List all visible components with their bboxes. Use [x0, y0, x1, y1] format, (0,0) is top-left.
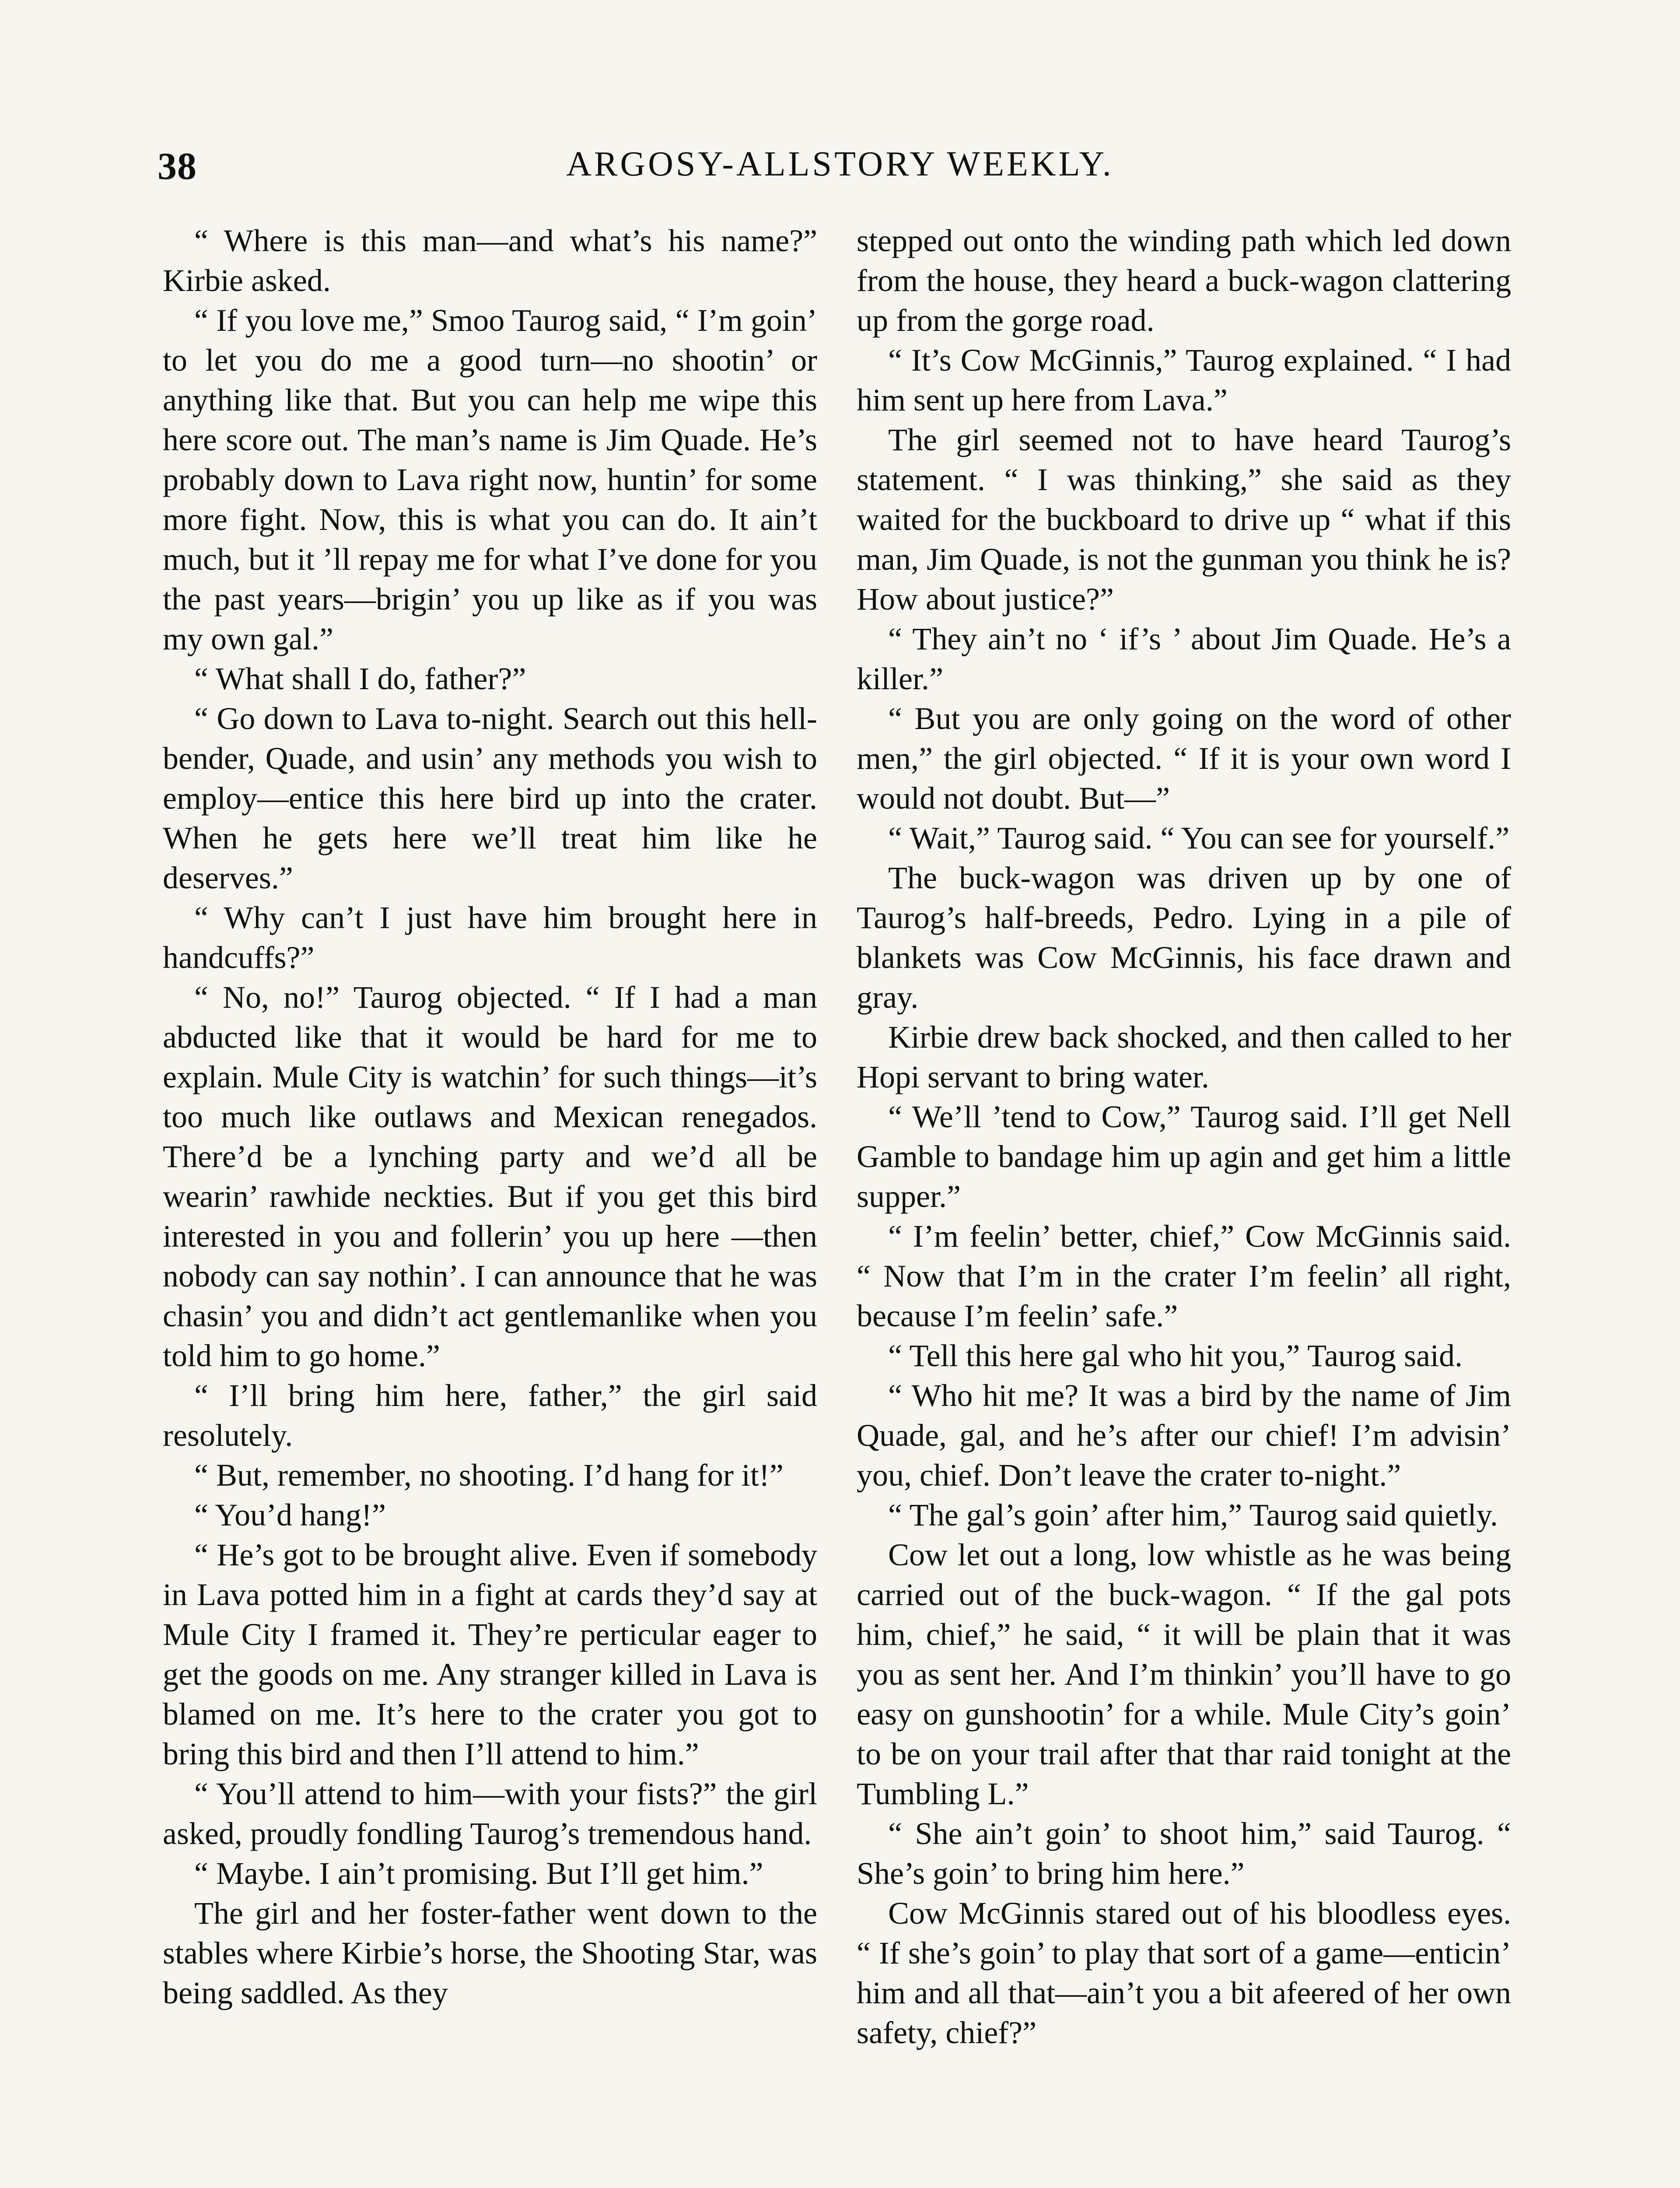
- paragraph: The girl seemed not to have heard Taurog’s statement. “ I was thinking,” she said as they waited for the buckboard to drive up “ what if this man, Jim Quade, is not the gunman you think he is? How about justice?”: [857, 422, 1511, 617]
- paragraph: “ We’ll ’tend to Cow,” Taurog said. I’ll get Nell Gamble to bandage him up agin and get him a little supper.”: [857, 1099, 1511, 1214]
- page-number: 38: [158, 145, 197, 188]
- text-columns: [163, 221, 1511, 2188]
- paragraph: “ It’s Cow McGinnis,” Taurog explained. “ I had him sent up here from Lava.”: [857, 343, 1511, 417]
- paragraph: stepped out onto the winding path which led down from the house, they heard a buck-wagon clattering up from the gorge road.: [857, 223, 1511, 338]
- paragraph: “ She ain’t goin’ to shoot him,” said Taurog. “ She’s goin’ to bring him here.”: [857, 1816, 1511, 1891]
- paragraph: “ Where is this man—and what’s his name?” Kirbie asked.: [163, 223, 817, 298]
- paragraph: “ But you are only going on the word of other men,” the girl objected. “ If it is your own word I would not doubt. But—”: [857, 701, 1511, 816]
- running-title: ARGOSY-ALLSTORY WEEKLY.: [566, 145, 1114, 183]
- paragraph: “ You’d hang!”: [194, 1497, 386, 1532]
- paragraph: “ Wait,” Taurog said. “ You can see for yourself.”: [888, 820, 1510, 856]
- paragraph: “ No, no!” Taurog objected. “ If I had a man abducted like that it would be hard for me to explain. Mule City is watchin’ for such things—it’s too much like outlaws and Mexican renegados. There’d be a lynching party and we’d all be wearin’ rawhide neckties. But if you get this bird interested in you and follerin’ you up here —then nobody can say nothin’. I can announce that he was chasin’ you and didn’t act gentlemanlike when you told him to go home.”: [163, 980, 817, 1373]
- page-header: [158, 144, 1522, 197]
- paragraph: “ He’s got to be brought alive. Even if somebody in Lava potted him in a fight at cards they’d say at Mule City I framed it. They’re perticular eager to get the goods on me. Any stranger killed in Lava is blamed on me. It’s here to the crater you got to bring this bird and then I’ll attend to him.”: [163, 1537, 817, 1771]
- paragraph: “ Who hit me? It was a bird by the name of Jim Quade, gal, and he’s after our chief! I’m advisin’ you, chief. Don’t leave the crater to-night.”: [857, 1378, 1511, 1493]
- paragraph: The buck-wagon was driven up by one of Taurog’s half-breeds, Pedro. Lying in a pile of blankets was Cow McGinnis, his face drawn and gray.: [857, 860, 1511, 1015]
- paragraph: “ Go down to Lava to-night. Search out this hell-bender, Quade, and usin’ any methods you wish to employ—entice this here bird up into the crater. When he gets here we’ll treat him like he deserves.”: [163, 701, 817, 895]
- paragraph: “ But, remember, no shooting. I’d hang for it!”: [194, 1458, 784, 1493]
- paragraph: “ Tell this here gal who hit you,” Taurog said.: [888, 1338, 1463, 1373]
- paragraph: “ The gal’s goin’ after him,” Taurog said quietly.: [888, 1497, 1498, 1532]
- paragraph: “ What shall I do, father?”: [194, 661, 526, 696]
- right-column: [857, 221, 1511, 2188]
- paragraph: Cow let out a long, low whistle as he was being carried out of the buck-wagon. “ If the gal pots him, chief,” he said, “ it will be plain that it was you as sent her. And I’m thinkin’ you’ll have to go easy on gunshootin’ for a while. Mule City’s goin’ to be on your trail after that thar raid tonight at the Tumbling L.”: [857, 1537, 1511, 1811]
- paragraph: “ They ain’t no ‘ if’s ’ about Jim Quade. He’s a killer.”: [857, 621, 1511, 696]
- paragraph: “ Why can’t I just have him brought here in handcuffs?”: [163, 900, 817, 975]
- paragraph: “ I’ll bring him here, father,” the girl said resolutely.: [163, 1378, 817, 1453]
- paragraph: “ Maybe. I ain’t promising. But I’ll get him.”: [194, 1856, 763, 1891]
- left-column: [163, 221, 817, 2188]
- paragraph: Kirbie drew back shocked, and then called to her Hopi servant to bring water.: [857, 1020, 1511, 1094]
- paragraph: “ I’m feelin’ better, chief,” Cow McGinnis said. “ Now that I’m in the crater I’m feelin’ all right, because I’m feelin’ safe.”: [857, 1219, 1511, 1333]
- paragraph: “ If you love me,” Smoo Taurog said, “ I’m goin’ to let you do me a good turn—no shootin’ or anything like that. But you can help me wipe this here score out. The man’s name is Jim Quade. He’s probably down to Lava right now, huntin’ for some more fight. Now, this is what you can do. It ain’t much, but it ’ll repay me for what I’ve done for you the past years—brigin’ you up like as if you was my own gal.”: [163, 303, 817, 656]
- paragraph: “ You’ll attend to him—with your fists?” the girl asked, proudly fondling Taurog’s tremendous hand.: [163, 1776, 817, 1851]
- paragraph: Cow McGinnis stared out of his bloodless eyes. “ If she’s goin’ to play that sort of a game—enticin’ him and all that—ain’t you a bit afeered of her own safety, chief?”: [857, 1896, 1511, 2050]
- paragraph: The girl and her foster-father went down to the stables where Kirbie’s horse, the Shooting Star, was being saddled. As they: [163, 1896, 817, 2010]
